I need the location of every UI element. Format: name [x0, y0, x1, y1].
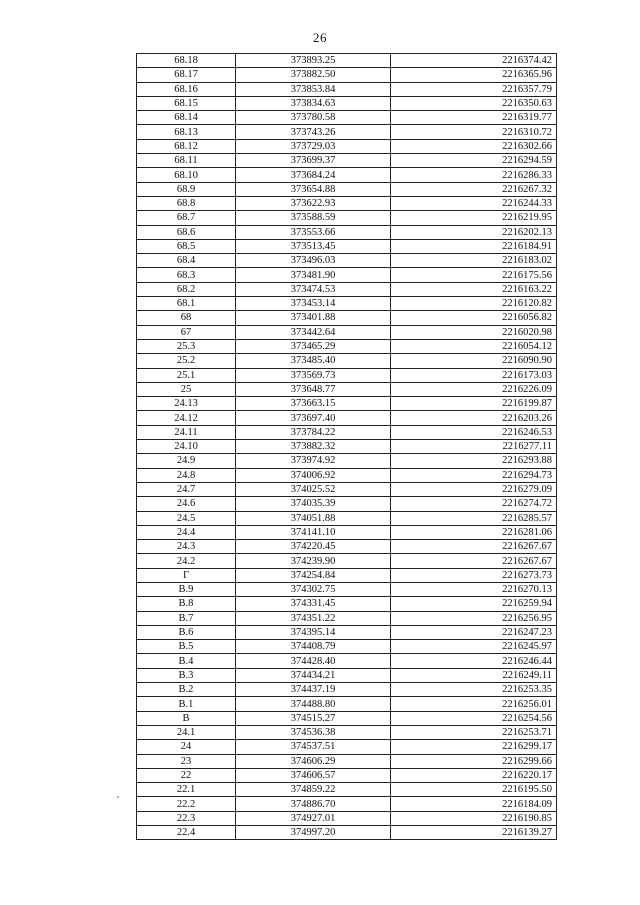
point-id-cell: 68.5 — [137, 239, 236, 253]
point-id-cell: В.3 — [137, 668, 236, 682]
point-id-cell: 22.1 — [137, 783, 236, 797]
table-row — [137, 568, 557, 582]
y-coordinate-cell: 2216286.33 — [391, 168, 557, 182]
point-id-cell: 67 — [137, 325, 236, 339]
x-coordinate-cell: 374927.01 — [236, 811, 391, 825]
point-id-cell: 24.10 — [137, 440, 236, 454]
point-id-cell: 24.9 — [137, 454, 236, 468]
table-row — [137, 339, 557, 353]
table-row — [137, 697, 557, 711]
point-id-cell: 68 — [137, 311, 236, 325]
x-coordinate-cell: 374537.51 — [236, 740, 391, 754]
x-coordinate-cell: 373743.26 — [236, 125, 391, 139]
x-coordinate-cell: 373569.73 — [236, 368, 391, 382]
table-row — [137, 54, 557, 68]
x-coordinate-cell: 374488.80 — [236, 697, 391, 711]
table-row — [137, 440, 557, 454]
table-row — [137, 683, 557, 697]
y-coordinate-cell: 2216219.95 — [391, 211, 557, 225]
y-coordinate-cell: 2216302.66 — [391, 139, 557, 153]
table-row — [137, 368, 557, 382]
y-coordinate-cell: 2216293.88 — [391, 454, 557, 468]
x-coordinate-cell: 373663.15 — [236, 397, 391, 411]
table-row — [137, 482, 557, 496]
x-coordinate-cell: 374428.40 — [236, 654, 391, 668]
y-coordinate-cell: 2216259.94 — [391, 597, 557, 611]
table-row — [137, 468, 557, 482]
point-id-cell: 68.8 — [137, 196, 236, 210]
table-row — [137, 297, 557, 311]
y-coordinate-cell: 2216267.67 — [391, 554, 557, 568]
point-id-cell: 22.3 — [137, 811, 236, 825]
point-id-cell: 24.11 — [137, 425, 236, 439]
x-coordinate-cell: 374351.22 — [236, 611, 391, 625]
table-row — [137, 96, 557, 110]
scan-speck — [117, 796, 119, 798]
x-coordinate-cell: 373465.29 — [236, 339, 391, 353]
table-row — [137, 797, 557, 811]
point-id-cell: 24.1 — [137, 725, 236, 739]
y-coordinate-cell: 2216277.11 — [391, 440, 557, 454]
point-id-cell: 24.13 — [137, 397, 236, 411]
table-row — [137, 282, 557, 296]
y-coordinate-cell: 2216203.26 — [391, 411, 557, 425]
x-coordinate-cell: 374302.75 — [236, 582, 391, 596]
y-coordinate-cell: 2216249.11 — [391, 668, 557, 682]
x-coordinate-cell: 373882.32 — [236, 440, 391, 454]
y-coordinate-cell: 2216365.96 — [391, 68, 557, 82]
x-coordinate-cell: 373553.66 — [236, 225, 391, 239]
table-row — [137, 139, 557, 153]
table-row — [137, 68, 557, 82]
y-coordinate-cell: 2216294.73 — [391, 468, 557, 482]
y-coordinate-cell: 2216184.09 — [391, 797, 557, 811]
point-id-cell: В.8 — [137, 597, 236, 611]
table-row — [137, 525, 557, 539]
y-coordinate-cell: 2216199.87 — [391, 397, 557, 411]
y-coordinate-cell: 2216054.12 — [391, 339, 557, 353]
point-id-cell: 68.7 — [137, 211, 236, 225]
point-id-cell: 68.11 — [137, 154, 236, 168]
x-coordinate-cell: 373699.37 — [236, 154, 391, 168]
table-row — [137, 411, 557, 425]
y-coordinate-cell: 2216254.56 — [391, 711, 557, 725]
y-coordinate-cell: 2216202.13 — [391, 225, 557, 239]
x-coordinate-cell: 373893.25 — [236, 54, 391, 68]
table-row — [137, 325, 557, 339]
table-row — [137, 811, 557, 825]
y-coordinate-cell: 2216056.82 — [391, 311, 557, 325]
y-coordinate-cell: 2216267.32 — [391, 182, 557, 196]
point-id-cell: 68.13 — [137, 125, 236, 139]
table-row — [137, 582, 557, 596]
table-row — [137, 168, 557, 182]
y-coordinate-cell: 2216184.91 — [391, 239, 557, 253]
y-coordinate-cell: 2216319.77 — [391, 111, 557, 125]
table-row — [137, 554, 557, 568]
table-row — [137, 611, 557, 625]
point-id-cell: В.9 — [137, 582, 236, 596]
point-id-cell: В.1 — [137, 697, 236, 711]
y-coordinate-cell: 2216245.97 — [391, 640, 557, 654]
x-coordinate-cell: 373654.88 — [236, 182, 391, 196]
x-coordinate-cell: 373974.92 — [236, 454, 391, 468]
y-coordinate-cell: 2216163.22 — [391, 282, 557, 296]
y-coordinate-cell: 2216139.27 — [391, 826, 557, 840]
table-row — [137, 311, 557, 325]
y-coordinate-cell: 2216253.35 — [391, 683, 557, 697]
point-id-cell: 68.10 — [137, 168, 236, 182]
point-id-cell: 24.8 — [137, 468, 236, 482]
table-row — [137, 425, 557, 439]
point-id-cell: 68.6 — [137, 225, 236, 239]
x-coordinate-cell: 373729.03 — [236, 139, 391, 153]
x-coordinate-cell: 374997.20 — [236, 826, 391, 840]
table-row — [137, 397, 557, 411]
table-row — [137, 540, 557, 554]
y-coordinate-cell: 2216220.17 — [391, 768, 557, 782]
y-coordinate-cell: 2216256.01 — [391, 697, 557, 711]
x-coordinate-cell: 374395.14 — [236, 625, 391, 639]
point-id-cell: 68.1 — [137, 297, 236, 311]
y-coordinate-cell: 2216173.03 — [391, 368, 557, 382]
point-id-cell: 24.5 — [137, 511, 236, 525]
x-coordinate-cell: 373453.14 — [236, 297, 391, 311]
y-coordinate-cell: 2216020.98 — [391, 325, 557, 339]
x-coordinate-cell: 374437.19 — [236, 683, 391, 697]
x-coordinate-cell: 374886.70 — [236, 797, 391, 811]
y-coordinate-cell: 2216246.44 — [391, 654, 557, 668]
point-id-cell: 25 — [137, 382, 236, 396]
table-row — [137, 154, 557, 168]
x-coordinate-cell: 373882.50 — [236, 68, 391, 82]
x-coordinate-cell: 373481.90 — [236, 268, 391, 282]
table-row — [137, 640, 557, 654]
table-row — [137, 354, 557, 368]
x-coordinate-cell: 373780.58 — [236, 111, 391, 125]
point-id-cell: В.7 — [137, 611, 236, 625]
point-id-cell: В — [137, 711, 236, 725]
point-id-cell: 68.18 — [137, 54, 236, 68]
point-id-cell: 68.16 — [137, 82, 236, 96]
point-id-cell: 25.1 — [137, 368, 236, 382]
point-id-cell: В.6 — [137, 625, 236, 639]
x-coordinate-cell: 374141.10 — [236, 525, 391, 539]
y-coordinate-cell: 2216120.82 — [391, 297, 557, 311]
point-id-cell: 25.2 — [137, 354, 236, 368]
table-row — [137, 239, 557, 253]
x-coordinate-cell: 373697.40 — [236, 411, 391, 425]
table-row — [137, 826, 557, 840]
table-row — [137, 225, 557, 239]
table-row — [137, 82, 557, 96]
y-coordinate-cell: 2216090.90 — [391, 354, 557, 368]
x-coordinate-cell: 373401.88 — [236, 311, 391, 325]
x-coordinate-cell: 373474.53 — [236, 282, 391, 296]
table-row — [137, 511, 557, 525]
y-coordinate-cell: 2216270.13 — [391, 582, 557, 596]
point-id-cell: 22 — [137, 768, 236, 782]
point-id-cell: 68.17 — [137, 68, 236, 82]
point-id-cell: 24.12 — [137, 411, 236, 425]
coordinates-table-body — [137, 54, 557, 840]
y-coordinate-cell: 2216253.71 — [391, 725, 557, 739]
x-coordinate-cell: 373622.93 — [236, 196, 391, 210]
table-row — [137, 625, 557, 639]
y-coordinate-cell: 2216374.42 — [391, 54, 557, 68]
x-coordinate-cell: 374606.29 — [236, 754, 391, 768]
y-coordinate-cell: 2216256.95 — [391, 611, 557, 625]
y-coordinate-cell: 2216299.17 — [391, 740, 557, 754]
table-row — [137, 254, 557, 268]
point-id-cell: 24.6 — [137, 497, 236, 511]
y-coordinate-cell: 2216357.79 — [391, 82, 557, 96]
x-coordinate-cell: 373496.03 — [236, 254, 391, 268]
table-row — [137, 382, 557, 396]
x-coordinate-cell: 374006.92 — [236, 468, 391, 482]
point-id-cell: 68.3 — [137, 268, 236, 282]
x-coordinate-cell: 373853.84 — [236, 82, 391, 96]
point-id-cell: 24.2 — [137, 554, 236, 568]
x-coordinate-cell: 373684.24 — [236, 168, 391, 182]
table-row — [137, 454, 557, 468]
y-coordinate-cell: 2216175.56 — [391, 268, 557, 282]
y-coordinate-cell: 2216246.53 — [391, 425, 557, 439]
x-coordinate-cell: 374408.79 — [236, 640, 391, 654]
point-id-cell: 24.3 — [137, 540, 236, 554]
table-row — [137, 182, 557, 196]
table-row — [137, 654, 557, 668]
x-coordinate-cell: 374331.45 — [236, 597, 391, 611]
point-id-cell: 68.15 — [137, 96, 236, 110]
x-coordinate-cell: 374536.38 — [236, 725, 391, 739]
table-row — [137, 125, 557, 139]
x-coordinate-cell: 374606.57 — [236, 768, 391, 782]
y-coordinate-cell: 2216244.33 — [391, 196, 557, 210]
x-coordinate-cell: 374434.21 — [236, 668, 391, 682]
point-id-cell: 68.2 — [137, 282, 236, 296]
point-id-cell: 68.12 — [137, 139, 236, 153]
x-coordinate-cell: 374239.90 — [236, 554, 391, 568]
table-row — [137, 668, 557, 682]
point-id-cell: 23 — [137, 754, 236, 768]
table-row — [137, 211, 557, 225]
point-id-cell: 68.9 — [137, 182, 236, 196]
x-coordinate-cell: 373485.40 — [236, 354, 391, 368]
table-row — [137, 754, 557, 768]
table-row — [137, 268, 557, 282]
y-coordinate-cell: 2216273.73 — [391, 568, 557, 582]
point-id-cell: 24.4 — [137, 525, 236, 539]
y-coordinate-cell: 2216285.57 — [391, 511, 557, 525]
point-id-cell: В.2 — [137, 683, 236, 697]
table-row — [137, 597, 557, 611]
x-coordinate-cell: 374515.27 — [236, 711, 391, 725]
table-row — [137, 497, 557, 511]
point-id-cell: 22.2 — [137, 797, 236, 811]
table-row — [137, 783, 557, 797]
y-coordinate-cell: 2216294.59 — [391, 154, 557, 168]
point-id-cell: 25.3 — [137, 339, 236, 353]
y-coordinate-cell: 2216281.06 — [391, 525, 557, 539]
y-coordinate-cell: 2216279.09 — [391, 482, 557, 496]
y-coordinate-cell: 2216183.02 — [391, 254, 557, 268]
point-id-cell: 24.7 — [137, 482, 236, 496]
point-id-cell: Г — [137, 568, 236, 582]
point-id-cell: 68.14 — [137, 111, 236, 125]
x-coordinate-cell: 373513.45 — [236, 239, 391, 253]
x-coordinate-cell: 374035.39 — [236, 497, 391, 511]
x-coordinate-cell: 374859.22 — [236, 783, 391, 797]
point-id-cell: В.4 — [137, 654, 236, 668]
x-coordinate-cell: 373834.63 — [236, 96, 391, 110]
x-coordinate-cell: 373588.59 — [236, 211, 391, 225]
y-coordinate-cell: 2216274.72 — [391, 497, 557, 511]
x-coordinate-cell: 374254.84 — [236, 568, 391, 582]
y-coordinate-cell: 2216226.09 — [391, 382, 557, 396]
point-id-cell: 22.4 — [137, 826, 236, 840]
x-coordinate-cell: 373648.77 — [236, 382, 391, 396]
y-coordinate-cell: 2216299.66 — [391, 754, 557, 768]
table-row — [137, 711, 557, 725]
point-id-cell: 68.4 — [137, 254, 236, 268]
y-coordinate-cell: 2216267.67 — [391, 540, 557, 554]
table-row — [137, 196, 557, 210]
page-number: 26 — [313, 30, 327, 45]
x-coordinate-cell: 374025.52 — [236, 482, 391, 496]
y-coordinate-cell: 2216350.63 — [391, 96, 557, 110]
y-coordinate-cell: 2216190.85 — [391, 811, 557, 825]
x-coordinate-cell: 374051.88 — [236, 511, 391, 525]
x-coordinate-cell: 374220.45 — [236, 540, 391, 554]
y-coordinate-cell: 2216310.72 — [391, 125, 557, 139]
table-row — [137, 111, 557, 125]
table-row — [137, 740, 557, 754]
x-coordinate-cell: 373442.64 — [236, 325, 391, 339]
x-coordinate-cell: 373784.22 — [236, 425, 391, 439]
table-row — [137, 725, 557, 739]
y-coordinate-cell: 2216195.50 — [391, 783, 557, 797]
y-coordinate-cell: 2216247.23 — [391, 625, 557, 639]
point-id-cell: 24 — [137, 740, 236, 754]
point-id-cell: В.5 — [137, 640, 236, 654]
table-row — [137, 768, 557, 782]
coordinates-table — [136, 53, 557, 840]
